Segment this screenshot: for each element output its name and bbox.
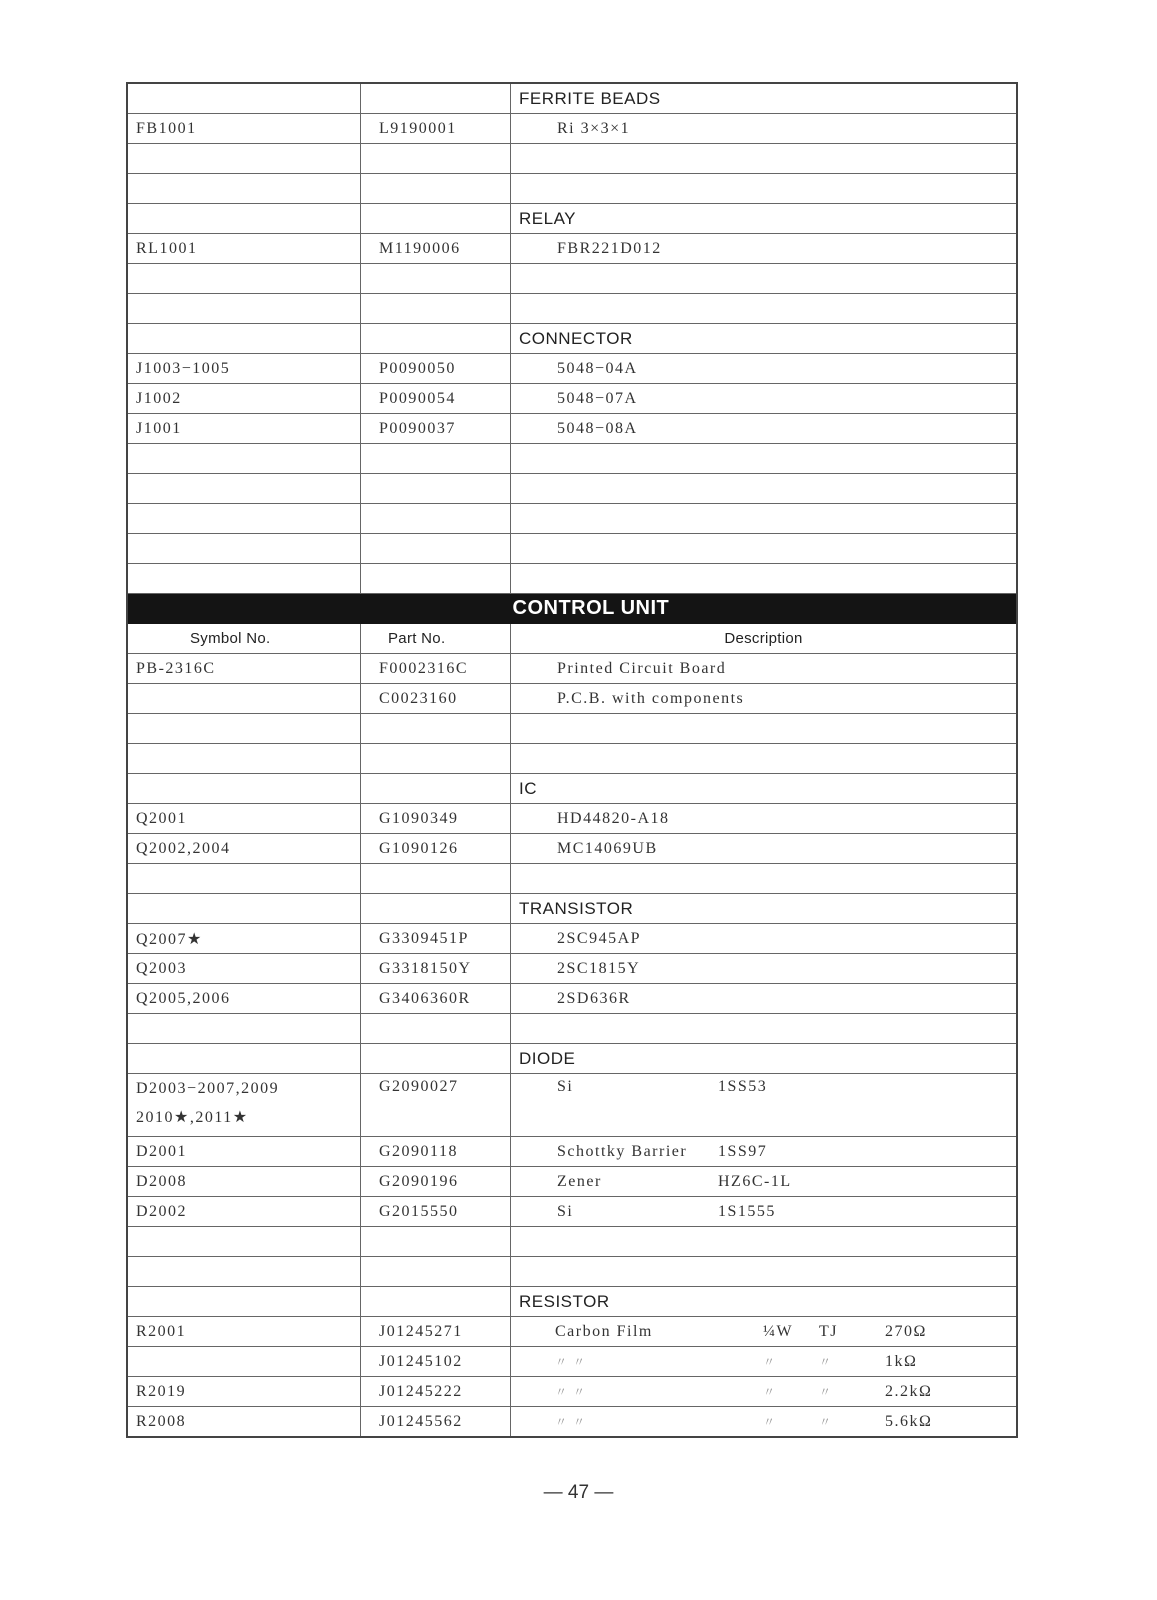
symbol-cell: [127, 534, 361, 564]
symbol-cell: [127, 774, 361, 804]
diode-row: [127, 1197, 1017, 1227]
part-cell: [361, 294, 511, 324]
resistor-row: [127, 1317, 1017, 1347]
blank-row: [127, 564, 1017, 594]
symbol-cell: [127, 1347, 361, 1377]
part-cell: G2090196: [361, 1167, 511, 1197]
part-row: [127, 654, 1017, 684]
symbol-cell: Q2005,2006: [127, 984, 361, 1014]
part-cell: G3318150Y: [361, 954, 511, 984]
symbol-cell: [127, 1257, 361, 1287]
page-number: — 47 —: [543, 1482, 614, 1503]
symbol-cell: [127, 714, 361, 744]
symbol-cell: Q2003: [127, 954, 361, 984]
symbol-cell: [127, 264, 361, 294]
symbol-cell: [127, 204, 361, 234]
description-cell: 5048−04A: [511, 354, 1018, 384]
part-row: [127, 684, 1017, 714]
symbol-cell: PB-2316C: [127, 654, 361, 684]
symbol-cell: [127, 684, 361, 714]
part-cell: [361, 1257, 511, 1287]
banner-title: CONTROL UNIT: [511, 594, 1018, 624]
description-cell: 2SC945AP: [511, 924, 1018, 954]
diode-part: HZ6C-1L: [718, 1172, 792, 1190]
resistor-value: 5.6kΩ: [885, 1412, 933, 1430]
description-cell: [511, 174, 1018, 204]
description-cell: RELAY: [511, 204, 1018, 234]
part-cell: [361, 444, 511, 474]
part-cell: [361, 744, 511, 774]
blank-row: [127, 714, 1017, 744]
symbol-cell: [127, 174, 361, 204]
description-cell: [511, 1407, 1018, 1438]
part-row: [127, 804, 1017, 834]
diode-type: Si: [557, 1078, 574, 1095]
description-cell: [511, 714, 1018, 744]
part-cell: G3309451P: [361, 924, 511, 954]
symbol-cell: D2008: [127, 1167, 361, 1197]
resistor-value: 2.2kΩ: [885, 1382, 933, 1400]
banner-cell: [361, 594, 511, 624]
part-row: [127, 954, 1017, 984]
description-cell: TRANSISTOR: [511, 894, 1018, 924]
description-cell: FERRITE BEADS: [511, 83, 1018, 114]
symbol-cell: [127, 144, 361, 174]
resistor-tolerance: 〃: [819, 1414, 833, 1429]
part-row: [127, 984, 1017, 1014]
part-cell: [361, 1044, 511, 1074]
part-row: [127, 384, 1017, 414]
description-cell: [511, 144, 1018, 174]
symbol-cell: [127, 1014, 361, 1044]
symbol-cell: D2003−2007,2009 2010★,2011★: [127, 1074, 361, 1137]
diode-part: 1S1555: [718, 1202, 776, 1220]
description-cell: P.C.B. with components: [511, 684, 1018, 714]
description-cell: [511, 294, 1018, 324]
part-cell: [361, 264, 511, 294]
description-cell: [511, 474, 1018, 504]
part-cell: F0002316C: [361, 654, 511, 684]
part-row: [127, 234, 1017, 264]
diode-row: [127, 1074, 1017, 1137]
symbol-cell: [127, 474, 361, 504]
diode-row: [127, 1167, 1017, 1197]
symbol-cell: FB1001: [127, 114, 361, 144]
symbol-cell: [127, 444, 361, 474]
diode-row: [127, 1137, 1017, 1167]
diode-part: 1SS53: [718, 1078, 768, 1095]
symbol-cell: RL1001: [127, 234, 361, 264]
symbol-cell: [127, 894, 361, 924]
resistor-wattage: 〃: [763, 1354, 777, 1369]
description-cell: MC14069UB: [511, 834, 1018, 864]
description-cell: [511, 564, 1018, 594]
description-cell: [511, 444, 1018, 474]
resistor-row: [127, 1407, 1017, 1438]
blank-row: [127, 1014, 1017, 1044]
description-cell: [511, 1137, 1018, 1167]
part-cell: [361, 144, 511, 174]
part-cell: [361, 83, 511, 114]
description-cell: [511, 1167, 1018, 1197]
resistor-kind: 〃 〃: [555, 1354, 587, 1369]
description-cell: [511, 1347, 1018, 1377]
blank-row: [127, 864, 1017, 894]
symbol-cell: D2001: [127, 1137, 361, 1167]
description-column-header: Description: [511, 624, 1018, 654]
symbol-cell: D2002: [127, 1197, 361, 1227]
symbol-cell: R2008: [127, 1407, 361, 1438]
description-cell: [511, 744, 1018, 774]
part-cell: G1090349: [361, 804, 511, 834]
symbol-cell: [127, 1044, 361, 1074]
description-cell: [511, 1227, 1018, 1257]
symbol-cell: R2001: [127, 1317, 361, 1347]
description-cell: [511, 1014, 1018, 1044]
description-cell: FBR221D012: [511, 234, 1018, 264]
symbol-cell: J1003−1005: [127, 354, 361, 384]
resistor-value: 270Ω: [885, 1322, 927, 1340]
section-banner: [127, 594, 1017, 624]
part-row: [127, 414, 1017, 444]
description-cell: DIODE: [511, 1044, 1018, 1074]
banner-cell: [127, 594, 361, 624]
part-row: [127, 834, 1017, 864]
blank-row: [127, 444, 1017, 474]
description-cell: [511, 1074, 1018, 1137]
part-cell: J01245271: [361, 1317, 511, 1347]
part-cell: [361, 864, 511, 894]
blank-row: [127, 1227, 1017, 1257]
description-cell: Ri 3×3×1: [511, 114, 1018, 144]
description-cell: 2SD636R: [511, 984, 1018, 1014]
part-cell: [361, 324, 511, 354]
resistor-row: [127, 1377, 1017, 1407]
symbol-cell: J1002: [127, 384, 361, 414]
part-cell: [361, 1227, 511, 1257]
section-header-row: [127, 204, 1017, 234]
description-cell: 5048−08A: [511, 414, 1018, 444]
symbol-cell: [127, 744, 361, 774]
resistor-kind: 〃 〃: [555, 1414, 587, 1429]
description-cell: RESISTOR: [511, 1287, 1018, 1317]
diode-type: Zener: [557, 1172, 602, 1190]
resistor-row: [127, 1347, 1017, 1377]
diode-part: 1SS97: [718, 1142, 768, 1160]
symbol-cell: Q2002,2004: [127, 834, 361, 864]
section-header-row: [127, 1287, 1017, 1317]
resistor-tolerance: 〃: [819, 1384, 833, 1399]
description-cell: Printed Circuit Board: [511, 654, 1018, 684]
resistor-wattage: ¼W: [763, 1322, 794, 1340]
resistor-kind: 〃 〃: [555, 1384, 587, 1399]
symbol-cell: [127, 564, 361, 594]
part-cell: G2090027: [361, 1074, 511, 1137]
part-cell: J01245562: [361, 1407, 511, 1438]
section-header-row: [127, 774, 1017, 804]
part-cell: [361, 504, 511, 534]
resistor-tolerance: 〃: [819, 1354, 833, 1369]
part-cell: [361, 474, 511, 504]
blank-row: [127, 1257, 1017, 1287]
part-row: [127, 924, 1017, 954]
part-cell: [361, 714, 511, 744]
symbol-cell: [127, 83, 361, 114]
symbol-cell: R2019: [127, 1377, 361, 1407]
section-header-row: [127, 894, 1017, 924]
part-cell: C0023160: [361, 684, 511, 714]
symbol-cell: J1001: [127, 414, 361, 444]
symbol-cell: [127, 324, 361, 354]
column-header-row: [127, 624, 1017, 654]
part-cell: G1090126: [361, 834, 511, 864]
part-cell: [361, 1014, 511, 1044]
part-cell: M1190006: [361, 234, 511, 264]
part-cell: L9190001: [361, 114, 511, 144]
symbol-cell: [127, 864, 361, 894]
part-row: [127, 114, 1017, 144]
symbol-cell: [127, 1287, 361, 1317]
resistor-wattage: 〃: [763, 1384, 777, 1399]
resistor-value: 1kΩ: [885, 1352, 918, 1370]
resistor-wattage: 〃: [763, 1414, 777, 1429]
description-cell: IC: [511, 774, 1018, 804]
part-row: [127, 354, 1017, 384]
description-cell: [511, 1197, 1018, 1227]
description-cell: 5048−07A: [511, 384, 1018, 414]
section-header-row: [127, 324, 1017, 354]
part-cell: P0090050: [361, 354, 511, 384]
blank-row: [127, 504, 1017, 534]
description-cell: [511, 1377, 1018, 1407]
blank-row: [127, 174, 1017, 204]
part-cell: [361, 894, 511, 924]
blank-row: [127, 294, 1017, 324]
description-cell: [511, 264, 1018, 294]
blank-row: [127, 474, 1017, 504]
description-cell: HD44820-A18: [511, 804, 1018, 834]
description-cell: [511, 1317, 1018, 1347]
resistor-tolerance: TJ: [819, 1322, 838, 1340]
description-cell: [511, 1257, 1018, 1287]
blank-row: [127, 534, 1017, 564]
part-cell: G2015550: [361, 1197, 511, 1227]
part-cell: J01245102: [361, 1347, 511, 1377]
part-cell: [361, 564, 511, 594]
section-header-row: [127, 1044, 1017, 1074]
part-cell: [361, 774, 511, 804]
part-cell: P0090037: [361, 414, 511, 444]
description-cell: [511, 864, 1018, 894]
part-cell: G3406360R: [361, 984, 511, 1014]
symbol-column-header: Symbol No.: [127, 624, 361, 654]
description-cell: CONNECTOR: [511, 324, 1018, 354]
part-cell: P0090054: [361, 384, 511, 414]
diode-type: Si: [557, 1202, 574, 1220]
blank-row: [127, 144, 1017, 174]
part-cell: J01245222: [361, 1377, 511, 1407]
blank-row: [127, 264, 1017, 294]
part-cell: [361, 204, 511, 234]
symbol-cell: [127, 294, 361, 324]
description-cell: [511, 504, 1018, 534]
symbol-cell: [127, 504, 361, 534]
resistor-kind: Carbon Film: [555, 1322, 653, 1340]
part-cell: [361, 534, 511, 564]
symbol-cell: [127, 1227, 361, 1257]
description-cell: 2SC1815Y: [511, 954, 1018, 984]
diode-type: Schottky Barrier: [557, 1142, 688, 1160]
section-header-row: [127, 83, 1017, 114]
blank-row: [127, 744, 1017, 774]
part-cell: [361, 174, 511, 204]
symbol-cell: Q2001: [127, 804, 361, 834]
part-cell: G2090118: [361, 1137, 511, 1167]
parts-list-body: [127, 83, 1017, 1437]
symbol-cell: Q2007★: [127, 924, 361, 954]
description-cell: [511, 534, 1018, 564]
part-column-header: Part No.: [361, 624, 511, 654]
parts-list-table: [126, 82, 1018, 1438]
part-cell: [361, 1287, 511, 1317]
